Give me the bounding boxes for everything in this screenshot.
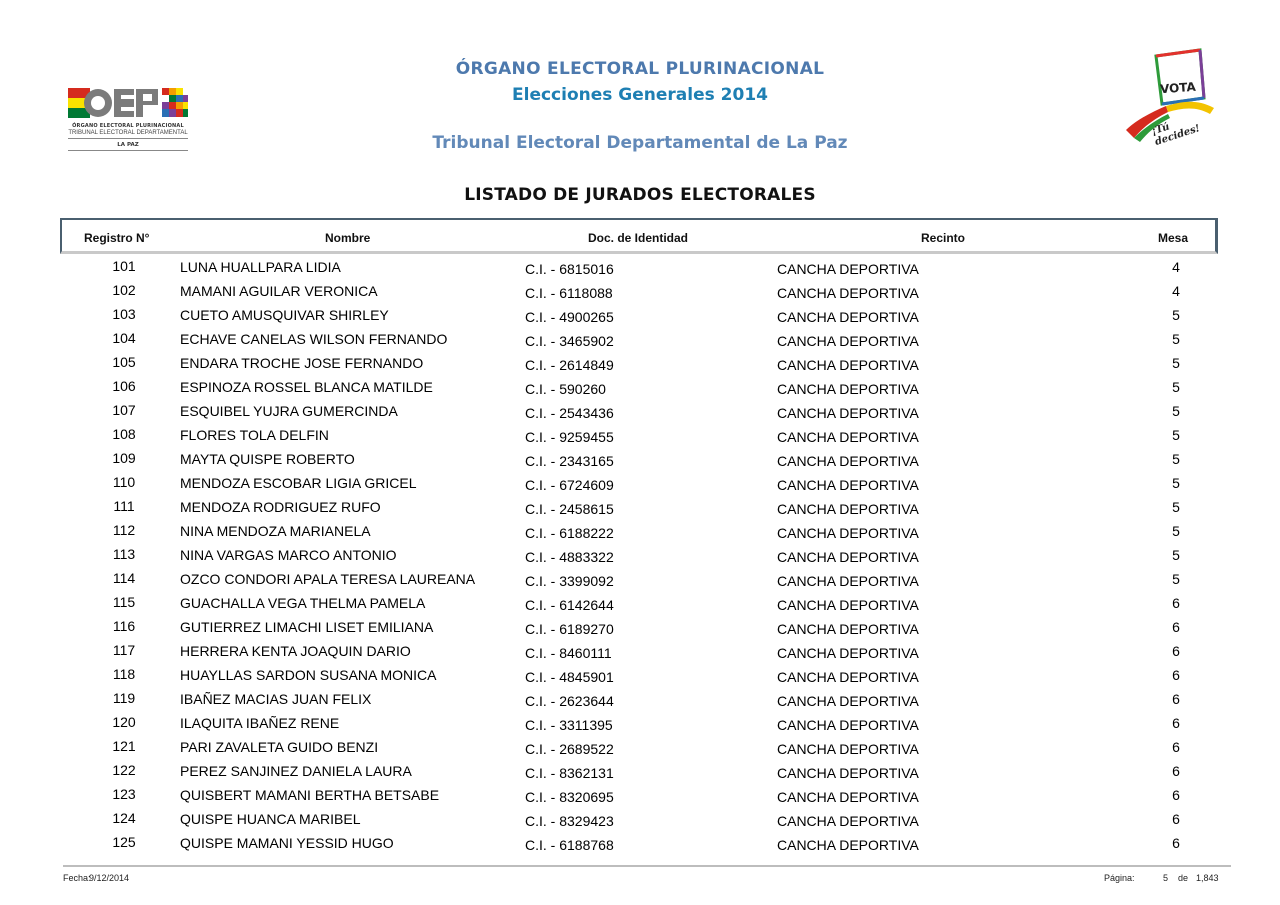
cell-mesa: 5 [1172, 451, 1180, 467]
cell-nombre: ILAQUITA IBAÑEZ RENE [180, 715, 340, 731]
cell-mesa: 4 [1172, 259, 1180, 275]
cell-mesa: 5 [1172, 355, 1180, 371]
cell-registro: 109 [112, 450, 136, 466]
column-header-doc-identidad: Doc. de Identidad [588, 231, 689, 245]
cell-doc: C.I. - 8329423 [525, 813, 614, 829]
cell-mesa: 5 [1172, 379, 1180, 395]
cell-registro: 111 [113, 498, 135, 514]
cell-mesa: 5 [1172, 475, 1180, 491]
cell-nombre: QUISBERT MAMANI BERTHA BETSABE [180, 787, 440, 803]
cell-mesa: 5 [1172, 523, 1180, 539]
cell-recinto: CANCHA DEPORTIVA [777, 573, 919, 589]
cell-registro: 108 [112, 426, 136, 442]
table-row [0, 666, 1280, 690]
cell-recinto: CANCHA DEPORTIVA [777, 837, 919, 853]
cell-registro: 106 [112, 378, 136, 394]
cell-registro: 123 [112, 786, 136, 802]
cell-registro: 113 [112, 546, 136, 562]
cell-doc: C.I. - 6188222 [525, 525, 614, 541]
cell-doc: C.I. - 2458615 [525, 501, 614, 517]
cell-doc: C.I. - 6118088 [525, 285, 613, 301]
cell-recinto: CANCHA DEPORTIVA [777, 309, 919, 325]
cell-nombre: FLORES TOLA DELFIN [180, 427, 329, 443]
cell-mesa: 6 [1172, 667, 1180, 683]
cell-registro: 116 [112, 618, 136, 634]
cell-registro: 105 [112, 354, 136, 370]
cell-nombre: HUAYLLAS SARDON SUSANA MONICA [180, 667, 437, 683]
cell-registro: 115 [112, 594, 136, 610]
cell-mesa: 6 [1172, 811, 1180, 827]
cell-mesa: 5 [1172, 427, 1180, 443]
cell-nombre: OZCO CONDORI APALA TERESA LAUREANA [180, 571, 476, 587]
table-row [0, 618, 1280, 642]
cell-registro: 124 [112, 810, 136, 826]
cell-registro: 110 [112, 474, 136, 490]
table-row [0, 834, 1280, 858]
cell-nombre: LUNA HUALLPARA LIDIA [180, 259, 341, 275]
cell-nombre: ESPINOZA ROSSEL BLANCA MATILDE [180, 379, 433, 395]
oep-logo [66, 86, 190, 154]
cell-nombre: MENDOZA ESCOBAR LIGIA GRICEL [180, 475, 417, 491]
table-row [0, 498, 1280, 522]
cell-registro: 104 [112, 330, 136, 346]
cell-registro: 121 [112, 738, 136, 754]
cell-recinto: CANCHA DEPORTIVA [777, 549, 919, 565]
cell-mesa: 6 [1172, 595, 1180, 611]
table-row [0, 546, 1280, 570]
vota-logo-text: VOTA [1159, 79, 1197, 97]
cell-mesa: 6 [1172, 643, 1180, 659]
cell-nombre: CUETO AMUSQUIVAR SHIRLEY [180, 307, 389, 323]
oep-logo-mark [66, 86, 190, 122]
cell-mesa: 6 [1172, 715, 1180, 731]
cell-doc: C.I. - 6724609 [525, 477, 614, 493]
table-header [60, 218, 1218, 254]
table-row [0, 354, 1280, 378]
table-row [0, 570, 1280, 594]
footer-page-number: 5 [1163, 873, 1169, 883]
tribunal-title: Tribunal Electoral Departamental de La Paz [432, 133, 848, 153]
table-row [0, 522, 1280, 546]
cell-doc: C.I. - 3311395 [525, 717, 613, 733]
table-row [0, 282, 1280, 306]
cell-recinto: CANCHA DEPORTIVA [777, 813, 919, 829]
cell-mesa: 5 [1172, 499, 1180, 515]
cell-mesa: 6 [1172, 835, 1180, 851]
vota-logo-tagline: ¡Tú decides! [1150, 121, 1202, 148]
cell-nombre: GUTIERREZ LIMACHI LISET EMILIANA [180, 619, 434, 635]
cell-registro: 120 [112, 714, 136, 730]
footer-divider [63, 865, 1231, 867]
table-row [0, 810, 1280, 834]
cell-nombre: PARI ZAVALETA GUIDO BENZI [180, 739, 379, 755]
cell-doc: C.I. - 8362131 [525, 765, 614, 781]
cell-registro: 101 [112, 258, 136, 274]
column-header-registro: Registro N° [84, 231, 150, 245]
cell-recinto: CANCHA DEPORTIVA [777, 621, 919, 637]
table-row [0, 690, 1280, 714]
footer-of-label: de [1178, 873, 1189, 883]
cell-registro: 122 [112, 762, 136, 778]
table-row [0, 258, 1280, 282]
oep-logo-line3: LA PAZ [117, 142, 139, 148]
cell-doc: C.I. - 6815016 [525, 261, 614, 277]
cell-nombre: PEREZ SANJINEZ DANIELA LAURA [180, 763, 412, 779]
cell-recinto: CANCHA DEPORTIVA [777, 669, 919, 685]
cell-doc: C.I. - 2623644 [525, 693, 614, 709]
org-title: ÓRGANO ELECTORAL PLURINACIONAL [455, 59, 825, 79]
table-row [0, 786, 1280, 810]
cell-doc: C.I. - 4883322 [525, 549, 614, 565]
cell-doc: C.I. - 4845901 [525, 669, 614, 685]
oep-logo-rule [68, 138, 188, 139]
cell-doc: C.I. - 590260 [525, 381, 606, 397]
cell-nombre: ENDARA TROCHE JOSE FERNANDO [180, 355, 424, 371]
cell-registro: 125 [112, 834, 136, 850]
table-row [0, 450, 1280, 474]
cell-nombre: ESQUIBEL YUJRA GUMERCINDA [180, 403, 398, 419]
cell-recinto: CANCHA DEPORTIVA [777, 429, 919, 445]
oep-logo-line1: ÓRGANO ELECTORAL PLURINACIONAL [72, 123, 184, 129]
cell-doc: C.I. - 3399092 [525, 573, 614, 589]
document-title: LISTADO DE JURADOS ELECTORALES [464, 185, 816, 205]
cell-nombre: NINA VARGAS MARCO ANTONIO [180, 547, 397, 563]
cell-recinto: CANCHA DEPORTIVA [777, 789, 919, 805]
cell-nombre: MENDOZA RODRIGUEZ RUFO [180, 499, 381, 515]
cell-mesa: 5 [1172, 307, 1180, 323]
table-row [0, 378, 1280, 402]
table-row [0, 642, 1280, 666]
cell-doc: C.I. - 6189270 [525, 621, 614, 637]
cell-recinto: CANCHA DEPORTIVA [777, 453, 919, 469]
cell-mesa: 6 [1172, 619, 1180, 635]
column-header-nombre: Nombre [325, 231, 371, 245]
cell-nombre: NINA MENDOZA MARIANELA [180, 523, 371, 539]
cell-mesa: 4 [1172, 283, 1180, 299]
cell-doc: C.I. - 6188768 [525, 837, 614, 853]
footer-page-label: Página: [1104, 873, 1135, 883]
cell-recinto: CANCHA DEPORTIVA [777, 645, 919, 661]
column-header-recinto: Recinto [921, 231, 966, 245]
footer-date-label: Fecha: [63, 873, 91, 883]
table-row [0, 762, 1280, 786]
footer-total-pages: 1,843 [1196, 873, 1219, 883]
table-row [0, 330, 1280, 354]
cell-mesa: 5 [1172, 331, 1180, 347]
oep-logo-rule [68, 150, 188, 151]
cell-recinto: CANCHA DEPORTIVA [777, 597, 919, 613]
vota-logo [1122, 48, 1220, 148]
cell-doc: C.I. - 2543436 [525, 405, 614, 421]
cell-recinto: CANCHA DEPORTIVA [777, 477, 919, 493]
table-row [0, 306, 1280, 330]
cell-nombre: GUACHALLA VEGA THELMA PAMELA [180, 595, 426, 611]
cell-recinto: CANCHA DEPORTIVA [777, 285, 919, 301]
cell-recinto: CANCHA DEPORTIVA [777, 261, 919, 277]
cell-registro: 119 [112, 690, 136, 706]
cell-recinto: CANCHA DEPORTIVA [777, 741, 919, 757]
table-row [0, 402, 1280, 426]
cell-recinto: CANCHA DEPORTIVA [777, 357, 919, 373]
cell-registro: 112 [112, 522, 136, 538]
cell-doc: C.I. - 2343165 [525, 453, 614, 469]
cell-nombre: MAYTA QUISPE ROBERTO [180, 451, 355, 467]
cell-mesa: 6 [1172, 763, 1180, 779]
cell-registro: 114 [112, 570, 136, 586]
cell-recinto: CANCHA DEPORTIVA [777, 693, 919, 709]
cell-recinto: CANCHA DEPORTIVA [777, 525, 919, 541]
cell-nombre: IBAÑEZ MACIAS JUAN FELIX [180, 691, 372, 707]
cell-doc: C.I. - 4900265 [525, 309, 614, 325]
table-row [0, 738, 1280, 762]
cell-recinto: CANCHA DEPORTIVA [777, 405, 919, 421]
table-row [0, 426, 1280, 450]
cell-nombre: HERRERA KENTA JOAQUIN DARIO [180, 643, 411, 659]
cell-nombre: QUISPE MAMANI YESSID HUGO [180, 835, 394, 851]
table-row [0, 594, 1280, 618]
cell-registro: 107 [112, 402, 136, 418]
cell-doc: C.I. - 3465902 [525, 333, 614, 349]
cell-registro: 103 [112, 306, 136, 322]
footer-date: 9/12/2014 [89, 873, 130, 883]
cell-doc: C.I. - 8460111 [525, 645, 612, 661]
cell-recinto: CANCHA DEPORTIVA [777, 765, 919, 781]
cell-doc: C.I. - 9259455 [525, 429, 614, 445]
cell-recinto: CANCHA DEPORTIVA [777, 717, 919, 733]
cell-doc: C.I. - 2614849 [525, 357, 614, 373]
cell-mesa: 6 [1172, 787, 1180, 803]
cell-doc: C.I. - 8320695 [525, 789, 614, 805]
cell-doc: C.I. - 6142644 [525, 597, 614, 613]
cell-nombre: ECHAVE CANELAS WILSON FERNANDO [180, 331, 448, 347]
cell-recinto: CANCHA DEPORTIVA [777, 501, 919, 517]
cell-nombre: MAMANI AGUILAR VERONICA [180, 283, 378, 299]
cell-nombre: QUISPE HUANCA MARIBEL [180, 811, 361, 827]
cell-mesa: 5 [1172, 403, 1180, 419]
election-title: Elecciones Generales 2014 [512, 85, 768, 105]
cell-mesa: 5 [1172, 571, 1180, 587]
cell-doc: C.I. - 2689522 [525, 741, 614, 757]
oep-logo-line2: TRIBUNAL ELECTORAL DEPARTAMENTAL [68, 130, 188, 136]
cell-recinto: CANCHA DEPORTIVA [777, 333, 919, 349]
column-header-mesa: Mesa [1158, 231, 1189, 245]
table-row [0, 474, 1280, 498]
cell-registro: 117 [112, 642, 136, 658]
cell-mesa: 6 [1172, 691, 1180, 707]
cell-mesa: 6 [1172, 739, 1180, 755]
table-row [0, 714, 1280, 738]
cell-registro: 102 [112, 282, 136, 298]
cell-registro: 118 [112, 666, 136, 682]
cell-mesa: 5 [1172, 547, 1180, 563]
cell-recinto: CANCHA DEPORTIVA [777, 381, 919, 397]
